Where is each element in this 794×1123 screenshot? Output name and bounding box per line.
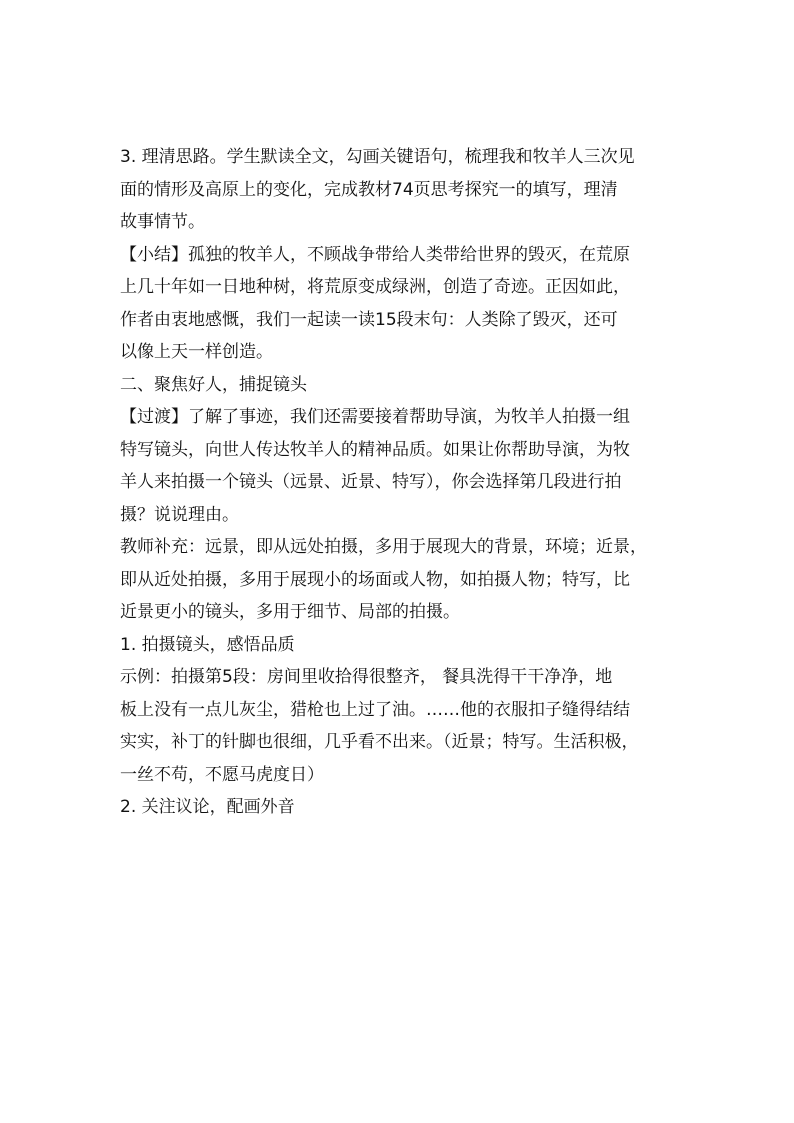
- paragraph-teacher-note: [120, 531, 680, 629]
- text-line: 教师补充：远景，即从远处拍摄，多用于展现大的背景，环境；近景，: [120, 537, 647, 557]
- text-line: 即从近处拍摄，多用于展现小的场面或人物，如拍摄人物；特写，比: [120, 569, 630, 590]
- text-line: 二、聚焦好人，捕捉镜头: [120, 374, 307, 395]
- text-line: 实实，补丁的针脚也很细，几乎看不出来。（近景；特写。生活积极，: [120, 732, 639, 752]
- paragraph-summary: [120, 239, 680, 369]
- text-line: 作者由衷地感慨，我们一起读一读15段末句：人类除了毁灭，还可: [120, 309, 618, 330]
- text-line: 1. 拍摄镜头，感悟品质: [120, 634, 295, 655]
- paragraph-example: [120, 661, 680, 791]
- text-line: 【过渡】了解了事迹，我们还需要接着帮助导演，为牧羊人拍摄一组: [120, 407, 630, 427]
- text-line: 以像上天一样创造。: [120, 342, 273, 362]
- text-line: 【小结】孤独的牧羊人，不顾战争带给人类带给世界的毁灭，在荒原: [120, 244, 630, 265]
- item-heading-1: [120, 629, 680, 662]
- text-line: 板上没有一点儿灰尘，猎枪也上过了油。……他的衣服扣子缝得结结: [120, 699, 630, 720]
- text-line: 3. 理清思路。学生默读全文，勾画关键语句，梳理我和牧羊人三次见: [120, 147, 635, 167]
- text-line: 一丝不苟，不愿马虎度日）: [120, 764, 324, 785]
- text-line: 示例：拍摄第5段：房间里收拾得很整齐， 餐具洗得干干净净，地: [120, 667, 613, 687]
- text-line: 2. 关注议论，配画外音: [120, 797, 295, 817]
- text-line: 面的情形及高原上的变化，完成教材74页思考探究一的填写，理清: [120, 179, 618, 200]
- item-heading-2: [120, 791, 680, 824]
- section-heading: [120, 369, 680, 402]
- text-line: 羊人来拍摄一个镜头（远景、近景、特写），你会选择第几段进行拍: [120, 472, 622, 492]
- document-body: [120, 141, 680, 824]
- paragraph-transition: [120, 401, 680, 531]
- text-line: 上几十年如一日地种树，将荒原变成绿洲，创造了奇迹。正因如此，: [120, 277, 630, 297]
- text-line: 特写镜头，向世人传达牧羊人的精神品质。如果让你帮助导演，为牧: [120, 439, 630, 460]
- text-line: 故事情节。: [120, 212, 205, 232]
- text-line: 近景更小的镜头，多用于细节、局部的拍摄。: [120, 602, 460, 622]
- paragraph-step3: [120, 141, 680, 239]
- text-line: 摄？说说理由。: [120, 504, 239, 525]
